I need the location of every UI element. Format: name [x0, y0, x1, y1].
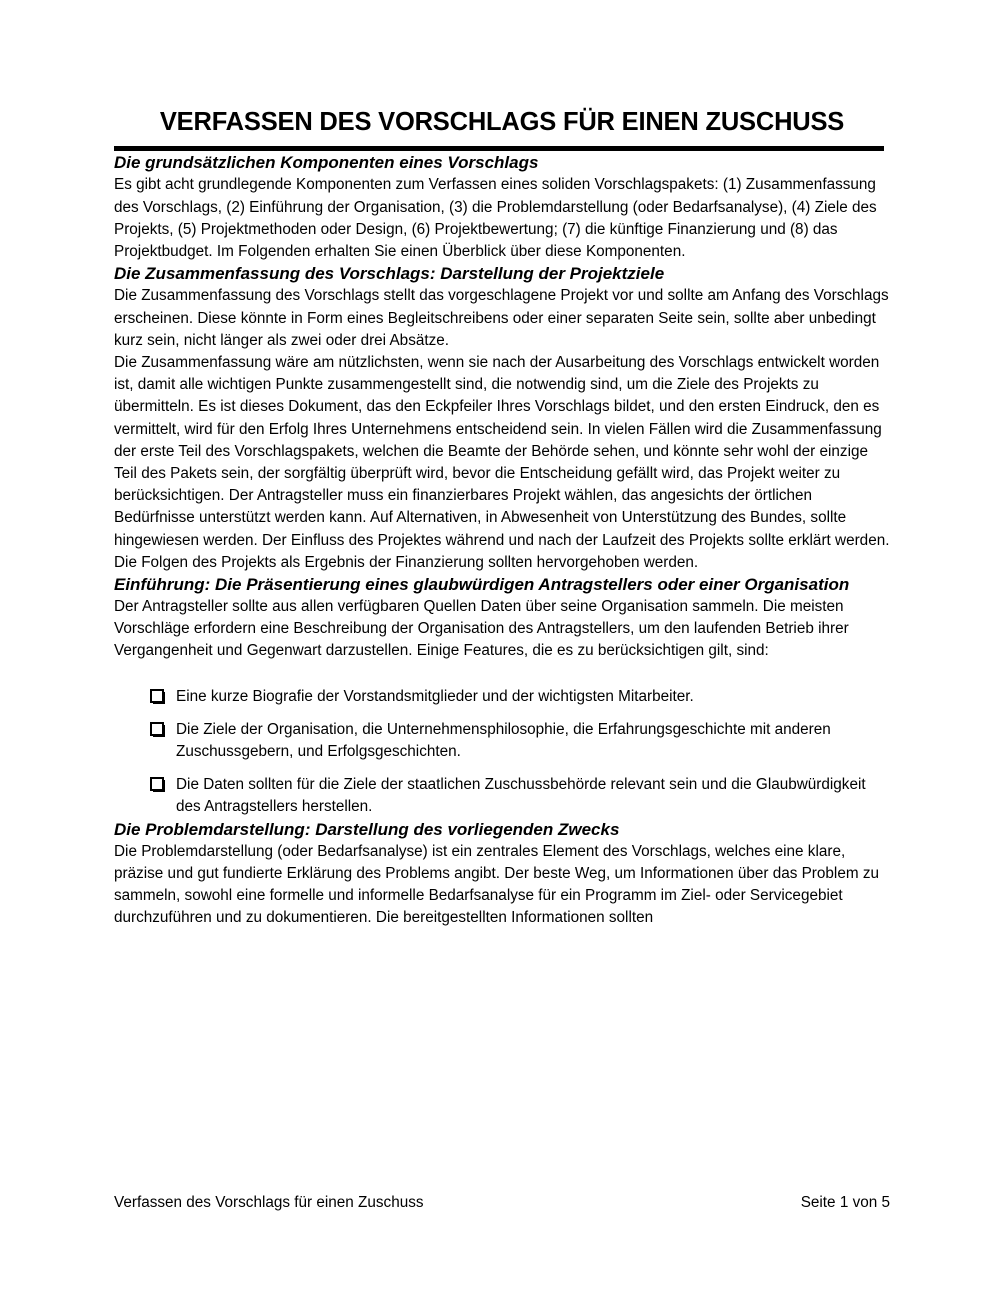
footer-page-number: Seite 1 von 5	[800, 1194, 890, 1211]
section-heading-problem-statement: Die Problemdarstellung: Darstellung des vorliegenden Zwecks	[114, 819, 620, 839]
section-paragraph-problem-statement: Die Problemdarstellung (oder Bedarfsanalyse) ist ein zentrales Element des Vorschlags, welches eine klare, präzise und gut fundierte Erklärung des Problems angibt. Der beste Weg, um Informationen über das Problem zu sammeln, sowohl eine formelle und informelle Bedarfsanalyse für ein Programm im Ziel- oder Servicegebiet durchzuführen und zu dokumentieren. Die bereitgestellten Informationen sollten	[114, 842, 879, 927]
list-item	[114, 719, 890, 763]
checkbox-icon	[150, 777, 163, 790]
document-content	[114, 0, 890, 930]
footer-document-name: Verfassen des Vorschlags für einen Zuschuss	[114, 1194, 424, 1211]
page-footer	[114, 1192, 890, 1214]
checkbox-icon	[150, 722, 163, 735]
list-item	[114, 686, 890, 708]
section-heading-summary: Die Zusammenfassung des Vorschlags: Darstellung der Projektziele	[114, 264, 665, 284]
section-paragraph-summary-1: Die Zusammenfassung des Vorschlags stellt das vorgeschlagene Projekt vor und sollte am Anfang des Vorschlags erscheinen. Diese könnte in Form eines Begleitschreibens oder einer separaten Seite sein, sollte aber unbedingt kurz sein, nicht länger als zwei oder drei Absätze.	[114, 287, 889, 349]
checkbox-icon	[150, 689, 163, 702]
section-heading-introduction: Einführung: Die Präsentierung eines glaubwürdigen Antragstellers oder einer Organisation	[114, 574, 850, 594]
list-item-label: Die Ziele der Organisation, die Unternehmensphilosophie, die Erfahrungsgeschichte mit anderen Zuschussgebern, und Erfolgsgeschichten.	[176, 720, 831, 761]
list-item-label: Die Daten sollten für die Ziele der staatlichen Zuschussbehörde relevant sein und die Glaubwürdigkeit des Antragstellers herstellen.	[176, 776, 866, 816]
list-item-label: Eine kurze Biografie der Vorstandsmitglieder und der wichtigsten Mitarbeiter.	[176, 687, 694, 705]
section-heading-components: Die grundsätzlichen Komponenten eines Vorschlags	[114, 153, 539, 173]
list-item	[114, 774, 890, 818]
page-title: VERFASSEN DES VORSCHLAGS FÜR EINEN ZUSCHUSS	[159, 108, 845, 136]
section-paragraph-introduction: Der Antragsteller sollte aus allen verfügbaren Quellen Daten über seine Organisation sammeln. Die meisten Vorschläge erfordern eine Beschreibung der Organisation des Antragstellers, um den laufenden Betrieb ihrer Vergangenheit und Gegenwart darzustellen. Einige Features, die es zu berücksichtigen gilt, sind:	[114, 598, 849, 660]
introduction-checklist	[114, 686, 890, 819]
section-paragraph-summary-2: Die Zusammenfassung wäre am nützlichsten, wenn sie nach der Ausarbeitung des Vorschlags entwickelt worden ist, damit alle wichtigen Punkte zusammengestellt sind, die notwendig sind, um die Ziele des Projekts zu übermitteln. Es ist dieses Dokument, das den Eckpfeiler Ihres Vorschlags bildet, und den ersten Eindruck, den es vermittelt, wird für den Erfolg Ihres Unternehmens entscheidend sein. In vielen Fällen wird die Zusammenfassung der erste Teil des Vorschlagspakets, welchen die Beamte der Behörde sehen, und könnte sehr wohl der einzige Teil des Pakets sein, der sorgfältig überprüft wird, bevor die Entscheidung gefällt wird, das Projekt weiter zu berücksichtigen. Der Antragsteller muss ein finanzierbares Projekt wählen, das angesichts der örtlichen Bedürfnisse unterstützt werden kann. Auf Alternativen, in Abwesenheit von Unterstützung des Bundes, sollte hingewiesen werden. Der Einfluss des Projektes während und nach der Laufzeit des Projekts sollte erklärt werden. Die Folgen des Projekts als Ergebnis der Finanzierung sollten hervorgehoben werden.	[114, 353, 890, 571]
section-paragraph-components: Es gibt acht grundlegende Komponenten zum Verfassen eines soliden Vorschlagspakets: (1) Zusammenfassung des Vorschlags, (2) Einführung der Organisation, (3) die Problemdarstellung (oder Bedarfsanalyse), (4) Ziele des Projekts, (5) Projektmethoden oder Design, (6) Projektbewertung; (7) die künftige Finanzierung und (8) das Projektbudget. Im Folgenden erhalten Sie einen Überblick über diese Komponenten.	[114, 176, 877, 261]
